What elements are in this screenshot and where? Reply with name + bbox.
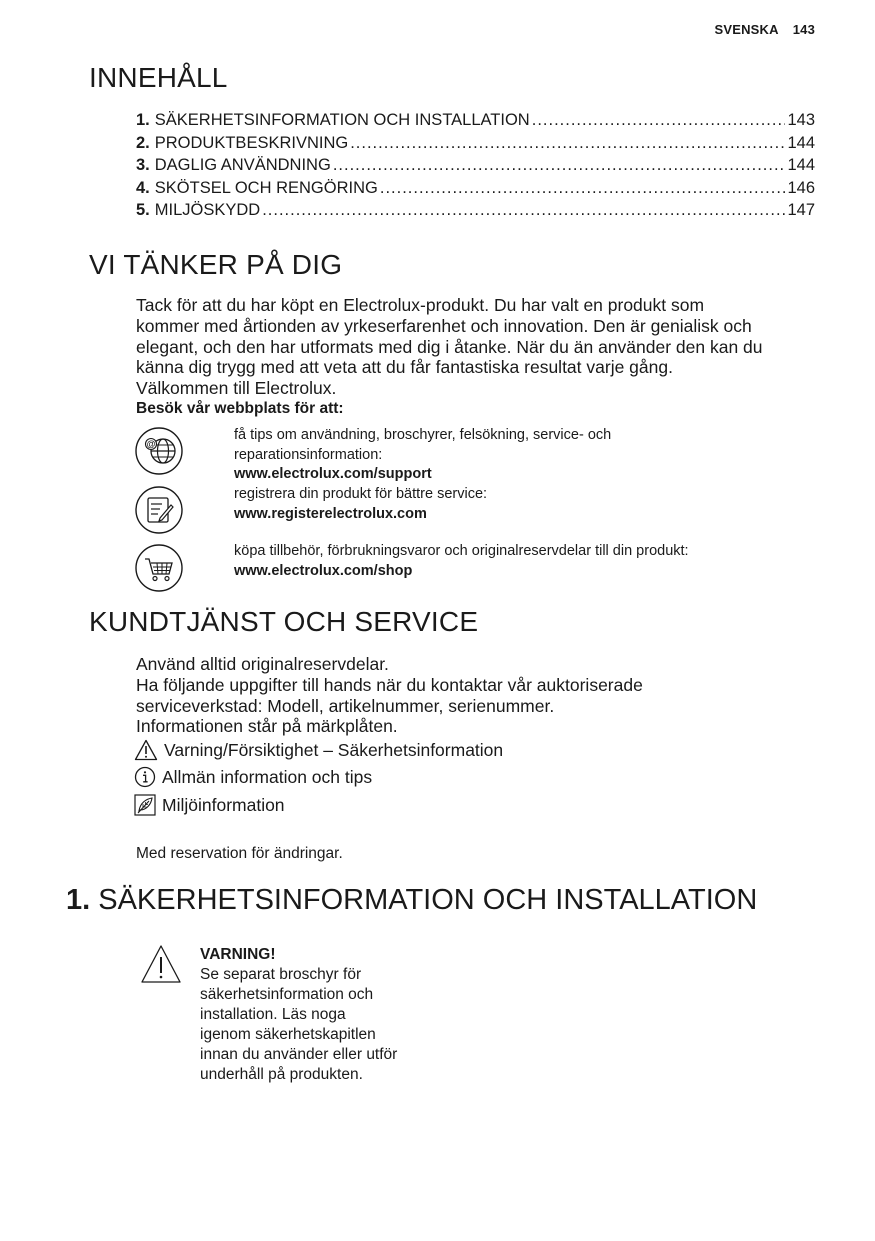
leaf-icon [134, 794, 156, 816]
shop-desc: köpa tillbehör, förbrukningsvaror och originalreservdelar till din produkt: [234, 543, 689, 559]
intro-line: Tack för att du har köpt en Electrolux-produkt. Du har valt en produkt som [136, 295, 705, 315]
support-link-block [234, 426, 611, 485]
intro-line: elegant, och den har utformats med dig i åtanke. När du än använder den kan du [136, 336, 763, 357]
warning-line: underhåll på produkten. [200, 1066, 363, 1083]
toc-item-label: DAGLIG ANVÄNDNING [154, 156, 331, 175]
website-links [134, 424, 774, 604]
table-of-contents [136, 109, 815, 222]
shopping-cart-icon [134, 543, 184, 593]
toc-leader-dots [380, 177, 786, 200]
toc-item-page: 144 [787, 156, 815, 175]
header-page-number: 143 [792, 22, 815, 37]
shop-link-block [234, 542, 689, 581]
toc-item-label: SKÖTSEL OCH RENGÖRING [154, 178, 378, 197]
toc-leader-dots [532, 109, 786, 132]
intro-text [136, 295, 763, 420]
support-desc: få tips om användning, broschyrer, felsökning, service- och [234, 427, 612, 443]
shop-url-link[interactable]: www.electrolux.com/shop [234, 562, 413, 579]
toc-leader-dots [350, 132, 785, 155]
warning-line: installation. Läs noga [200, 1006, 346, 1023]
header-language: SVENSKA [714, 22, 779, 37]
svg-text:@: @ [146, 439, 156, 449]
service-line: serviceverkstad: Modell, artikelnummer, serienummer. [136, 695, 555, 716]
register-link-block [234, 485, 487, 524]
warning-line: säkerhetsinformation och [200, 986, 374, 1003]
toc-item-page: 146 [787, 178, 815, 197]
toc-item-label: SÄKERHETSINFORMATION OCH INSTALLATION [154, 111, 530, 129]
toc-item-number: 5. [136, 201, 150, 220]
toc-leader-dots [262, 199, 785, 222]
intro-title: VI TÄNKER PÅ DIG [89, 249, 343, 280]
warning-triangle-icon [134, 739, 158, 761]
visit-label: Besök vår webbplats för att: [136, 399, 344, 417]
toc-item-label: MILJÖSKYDD [154, 201, 261, 220]
service-title: KUNDTJÄNST OCH SERVICE [89, 606, 479, 637]
intro-line: Välkommen till Electrolux. [136, 378, 337, 399]
toc-item[interactable] [136, 177, 815, 200]
warning-line: Se separat broschyr för [200, 966, 362, 983]
reservation-note: Med reservation för ändringar. [136, 845, 343, 862]
toc-item[interactable] [136, 199, 815, 222]
toc-item-page: 144 [787, 133, 815, 152]
toc-item-number: 3. [136, 156, 150, 175]
symbol-legend-info [134, 766, 372, 788]
info-circle-icon [134, 766, 156, 788]
register-url-link[interactable]: www.registerelectrolux.com [234, 505, 427, 522]
service-line: Informationen står på märkplåten. [136, 716, 398, 737]
register-desc: registrera din produkt för bättre service: [234, 486, 488, 502]
symbol-legend-warning [134, 739, 503, 761]
chapter-title: SÄKERHETSINFORMATION OCH INSTALLATION [98, 884, 758, 916]
page-header [714, 22, 815, 37]
warning-line: igenom säkerhetskapitlen [200, 1026, 376, 1043]
intro-line: känna dig trygg med att veta att du får fantastiska resultat varje gång. [136, 357, 673, 378]
chapter-number: 1. [66, 884, 91, 916]
symbol-label: Miljöinformation [162, 794, 285, 815]
warning-line: innan du använder eller utför [200, 1046, 398, 1063]
toc-item-page: 143 [787, 111, 815, 129]
toc-item-number: 1. [136, 111, 150, 129]
service-line: Använd alltid originalreservdelar. [136, 654, 389, 674]
globe-at-icon [134, 426, 184, 476]
toc-item-label: PRODUKTBESKRIVNING [154, 133, 349, 152]
support-desc: reparationsinformation: [234, 446, 383, 463]
toc-title: INNEHÅLL [89, 62, 228, 93]
toc-leader-dots [333, 154, 786, 177]
register-notepad-icon [134, 485, 184, 535]
toc-item[interactable] [136, 132, 815, 155]
chapter-heading [66, 884, 757, 917]
warning-box [200, 945, 440, 1085]
support-url-link[interactable]: www.electrolux.com/support [234, 466, 432, 483]
service-line: Ha följande uppgifter till hands när du kontaktar vår auktoriserade [136, 674, 643, 695]
warning-triangle-icon [140, 944, 182, 984]
symbol-legend-environment [134, 794, 285, 816]
toc-item[interactable] [136, 154, 815, 177]
toc-item[interactable] [136, 109, 815, 132]
warning-title: VARNING! [200, 946, 276, 963]
symbol-label: Allmän information och tips [162, 766, 373, 787]
symbol-label: Varning/Försiktighet – Säkerhetsinformation [164, 739, 504, 760]
toc-item-page: 147 [787, 201, 815, 220]
service-text [136, 654, 643, 737]
toc-item-number: 4. [136, 178, 150, 197]
intro-line: kommer med årtionden av yrkeserfarenhet och innovation. Den är genialisk och [136, 315, 752, 336]
toc-item-number: 2. [136, 133, 150, 152]
